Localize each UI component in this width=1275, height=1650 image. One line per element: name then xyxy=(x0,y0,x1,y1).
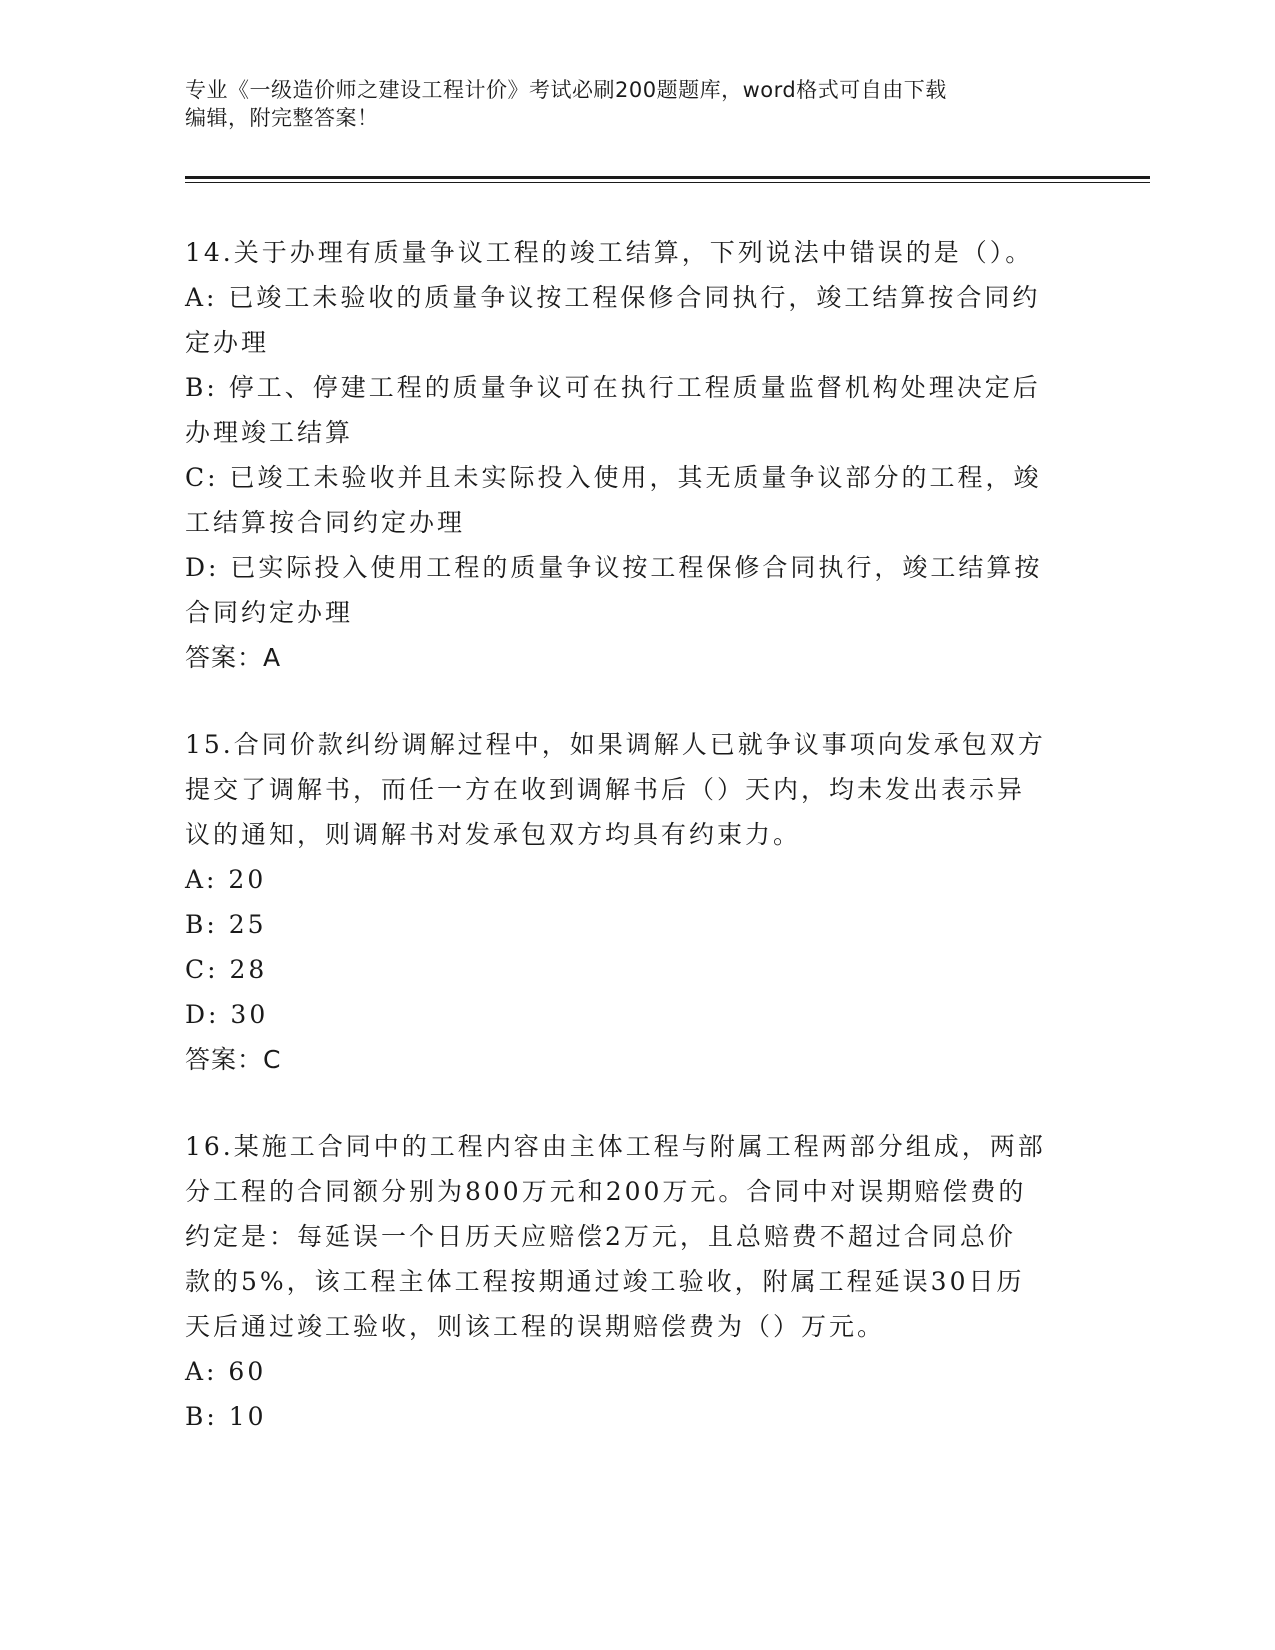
option-c: C: 已竣工未验收并且未实际投入使用，其无质量争议部分的工程，竣 xyxy=(185,463,1042,492)
question-list xyxy=(185,230,1075,1481)
option-d: D: 30 xyxy=(185,1000,269,1029)
option-a: A: 已竣工未验收的质量争议按工程保修合同执行，竣工结算按合同约 xyxy=(185,283,1041,312)
question-stem: 14.关于办理有质量争议工程的竣工结算，下列说法中错误的是（）。 xyxy=(185,238,1034,267)
question-stem-continued: 提交了调解书，而任一方在收到调解书后（）天内，均未发出表示异 xyxy=(185,775,1026,804)
option-b-continued: 办理竣工结算 xyxy=(185,418,354,447)
question-stem-continued: 款的5%，该工程主体工程按期通过竣工验收，附属工程延误30日历 xyxy=(185,1267,1025,1296)
header-divider-thick xyxy=(185,176,1150,179)
option-d-continued: 合同约定办理 xyxy=(185,598,354,627)
question-stem-continued: 分工程的合同额分别为800万元和200万元。合同中对误期赔偿费的 xyxy=(185,1177,1027,1206)
option-c: C: 28 xyxy=(185,955,268,984)
option-b: B: 25 xyxy=(185,910,267,939)
header-line-2: 编辑，附完整答案！ xyxy=(185,106,379,130)
header-line-1: 专业《一级造价师之建设工程计价》考试必刷200题题库，word格式可自由下载 xyxy=(185,78,947,102)
document-header xyxy=(185,76,1065,132)
option-b: B: 停工、停建工程的质量争议可在执行工程质量监督机构处理决定后 xyxy=(185,373,1041,402)
question-stem-continued: 约定是：每延误一个日历天应赔偿2万元，且总赔费不超过合同总价 xyxy=(185,1222,1016,1251)
question-stem-continued: 天后通过竣工验收，则该工程的误期赔偿费为（）万元。 xyxy=(185,1312,886,1341)
question-stem: 16.某施工合同中的工程内容由主体工程与附属工程两部分组成，两部 xyxy=(185,1132,1046,1161)
option-a: A: 20 xyxy=(185,865,267,894)
answer-line: 答案：A xyxy=(185,643,282,672)
option-c-continued: 工结算按合同约定办理 xyxy=(185,508,466,537)
question-16 xyxy=(185,1124,1075,1439)
option-b: B: 10 xyxy=(185,1402,267,1431)
question-stem-continued: 议的通知，则调解书对发承包双方均具有约束力。 xyxy=(185,820,802,849)
question-14 xyxy=(185,230,1075,680)
question-stem: 15.合同价款纠纷调解过程中，如果调解人已就争议事项向发承包双方 xyxy=(185,730,1046,759)
question-15 xyxy=(185,722,1075,1082)
option-d: D: 已实际投入使用工程的质量争议按工程保修合同执行，竣工结算按 xyxy=(185,553,1043,582)
answer-line: 答案：C xyxy=(185,1045,282,1074)
header-divider-thin xyxy=(185,182,1150,183)
option-a: A: 60 xyxy=(185,1357,267,1386)
option-a-continued: 定办理 xyxy=(185,328,270,357)
